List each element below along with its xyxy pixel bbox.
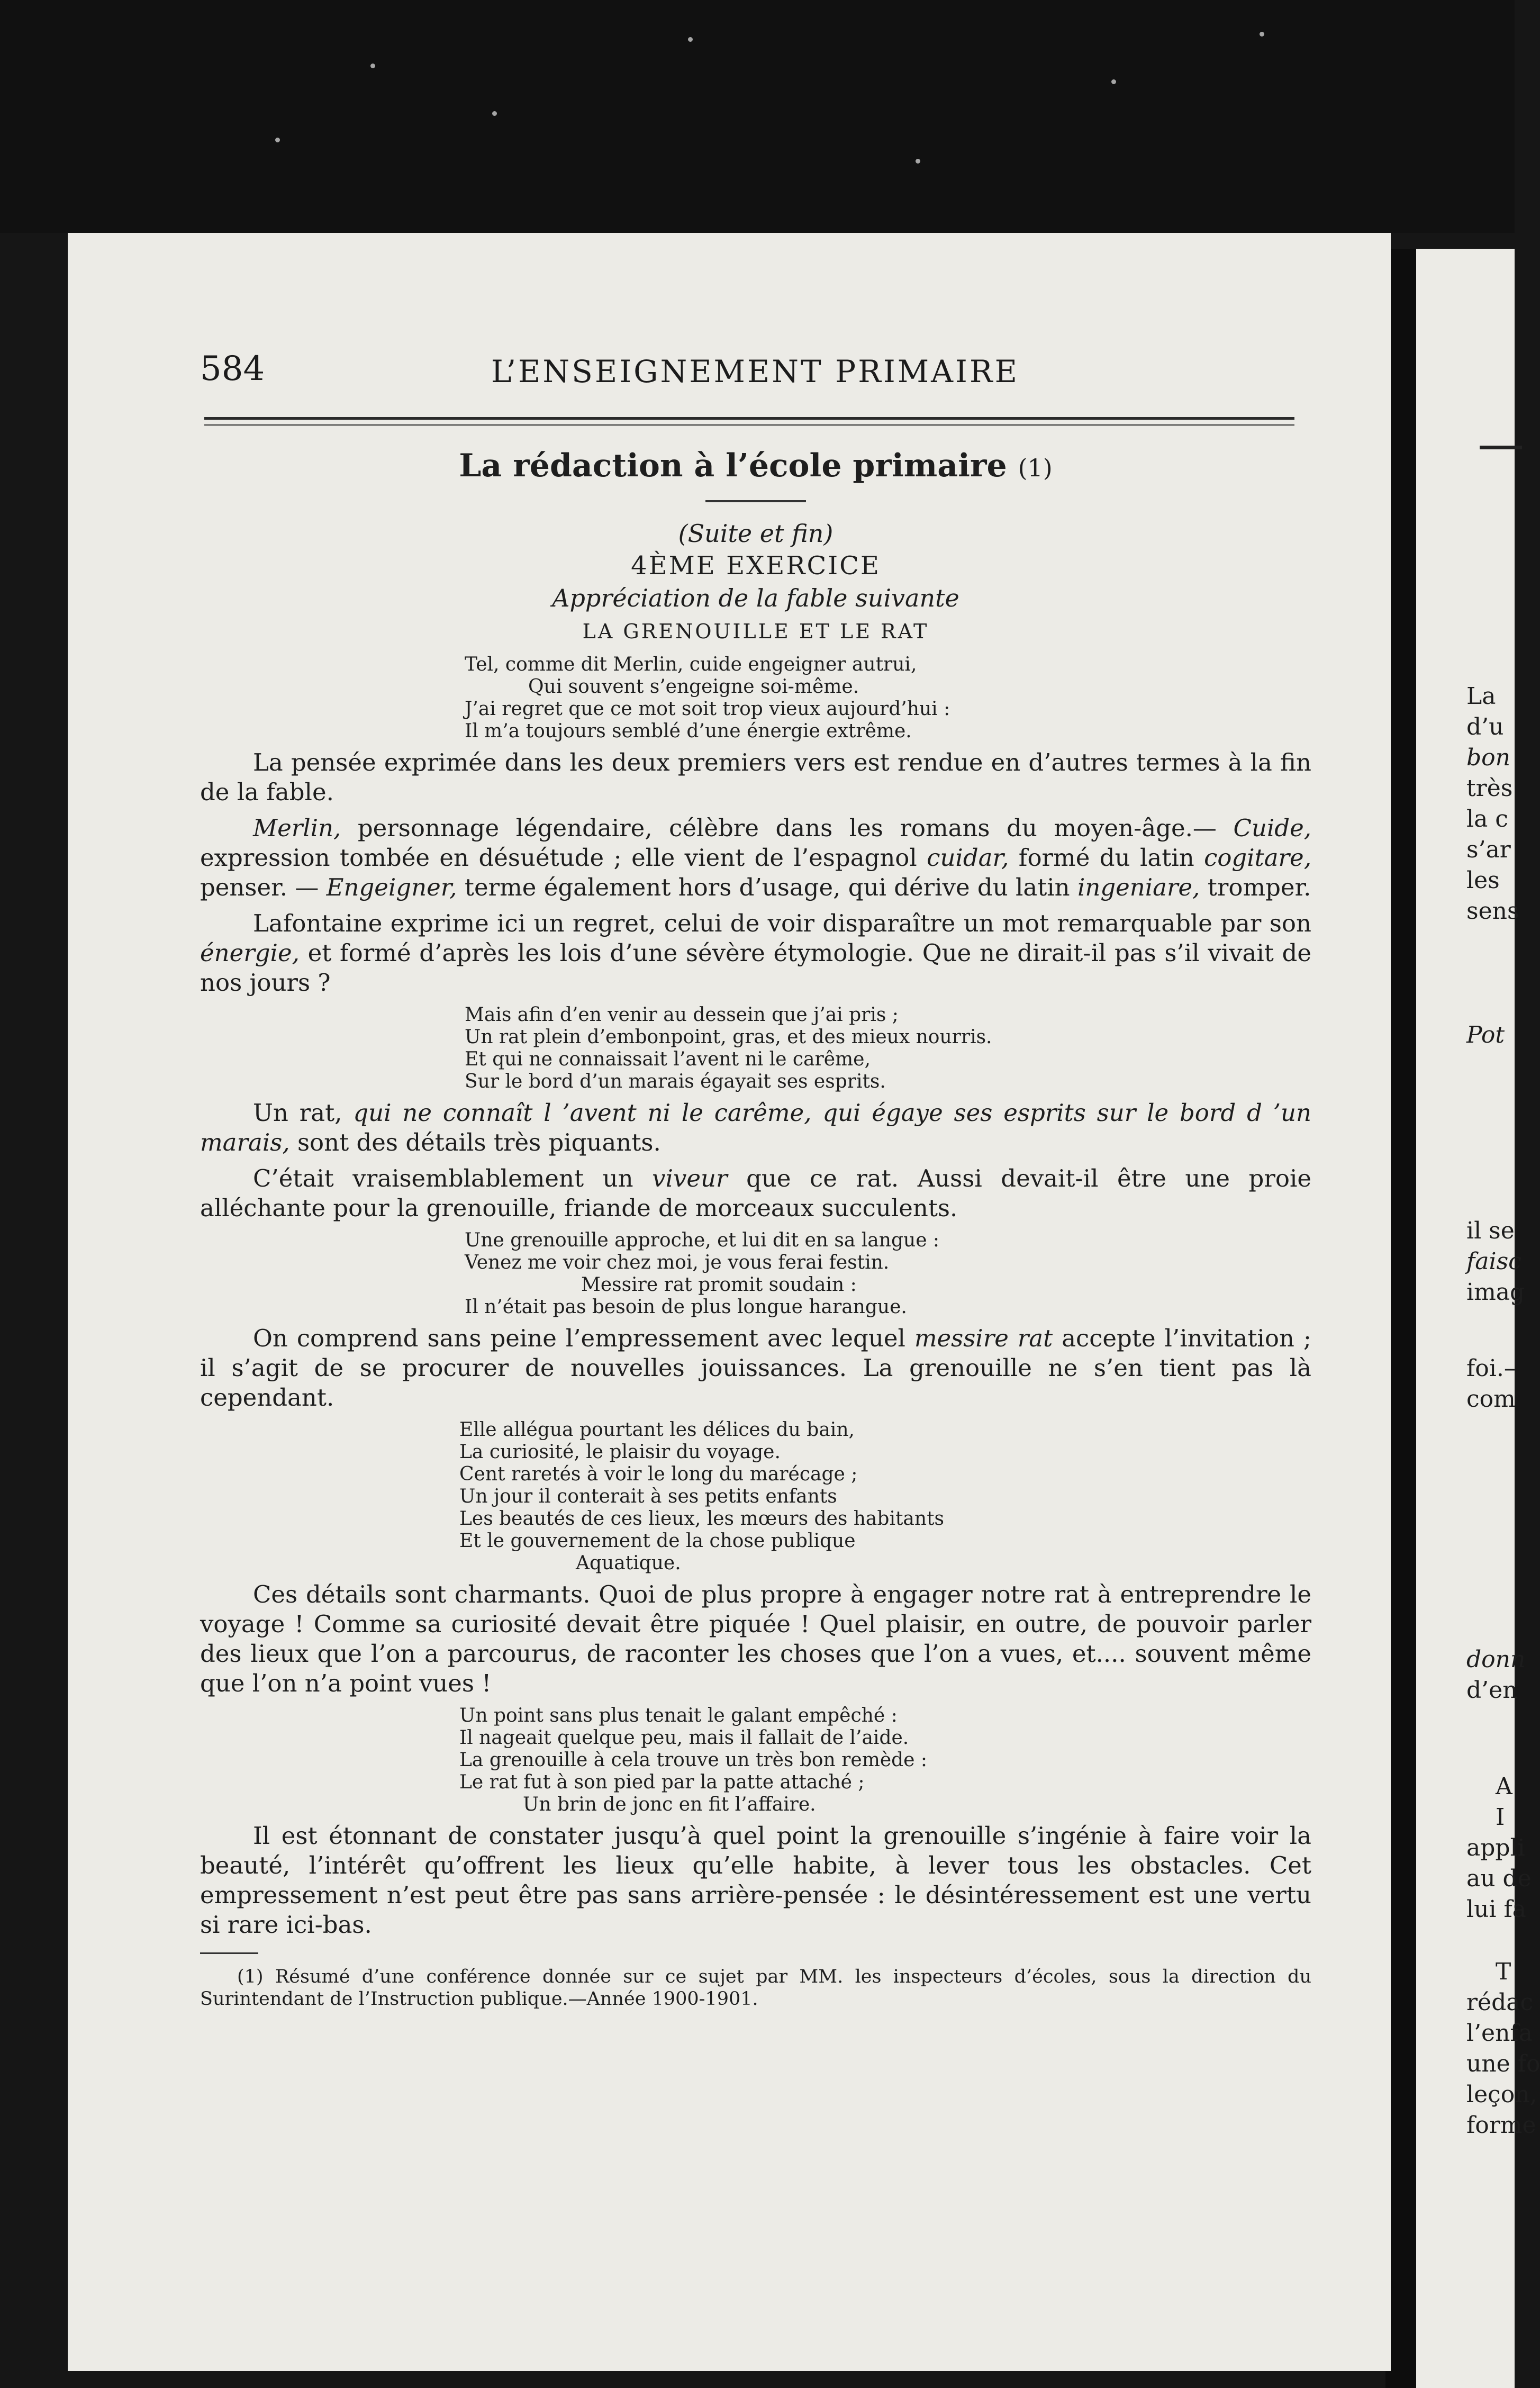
dust-speck — [688, 37, 693, 42]
verse-line: Les beautés de ces lieux, les mœurs des habitants — [459, 1508, 945, 1530]
document-page — [68, 233, 1391, 2371]
facing-text-fragment: les — [1466, 867, 1500, 894]
dust-speck — [275, 138, 280, 142]
facing-text-fragment: il se — [1466, 1217, 1515, 1244]
verse-block — [200, 1004, 1311, 1093]
commentary-paragraph — [200, 1098, 1311, 1157]
italic-term: Engeigner, — [326, 873, 457, 901]
text-run: sont des détails très piquants. — [289, 1128, 661, 1156]
verse-line: Le rat fut à son pied par la patte attaché ; — [459, 1771, 865, 1793]
italic-term: ingeniare, — [1077, 873, 1200, 901]
text-run: et formé d’après les lois d’une sévère étymologie. Que ne dirait-il pas s’il vivait de nos jours ? — [200, 939, 1311, 997]
verse-block — [200, 1419, 1311, 1575]
text-run: C’était vraisemblablement un — [253, 1164, 653, 1192]
verse-line: Il nageait quelque peu, mais il fallait de l’aide. — [459, 1727, 909, 1749]
facing-text-fragment: la c — [1466, 806, 1508, 833]
verse-line: Un point sans plus tenait le galant empêché : — [459, 1705, 898, 1726]
verse-line: Venez me voir chez moi, je vous ferai festin. — [465, 1252, 890, 1273]
facing-text-fragment: T — [1496, 1958, 1511, 1985]
commentary-paragraph — [200, 1324, 1311, 1413]
exercise-description: Appréciation de la fable suivante — [552, 584, 959, 612]
facing-text-fragment: faisc — [1466, 1248, 1521, 1275]
facing-text-fragment: A — [1496, 1773, 1512, 1800]
facing-text-fragment: lui fa — [1466, 1896, 1526, 1923]
facing-text-fragment: Pot — [1466, 1021, 1505, 1048]
text-run: Lafontaine exprime ici un regret, celui de voir disparaître un mot remarquable par son — [253, 909, 1311, 937]
exercise-heading: 4ÈME EXERCICE — [631, 551, 881, 581]
facing-text-fragment: au de — [1466, 1865, 1532, 1892]
facing-text-fragment: d’u — [1466, 713, 1504, 740]
footnote-divider — [200, 1952, 258, 1954]
facing-text-fragment: foi.– — [1466, 1355, 1516, 1382]
verse-line: Elle allégua pourtant les délices du bain, — [459, 1419, 855, 1441]
scanner-background — [0, 0, 1515, 233]
italic-term: énergie, — [200, 939, 300, 967]
verse-line: Qui souvent s’engeigne soi-même. — [528, 676, 859, 698]
verse-line: Un jour il conterait à ses petits enfants — [459, 1486, 837, 1507]
verse-line: Aquatique. — [576, 1552, 681, 1574]
running-title: L’ENSEIGNEMENT PRIMAIRE — [491, 354, 1019, 390]
facing-text-fragment: La — [1466, 683, 1496, 710]
text-run: penser. — — [200, 873, 327, 901]
text-run: terme également hors d’usage, qui dérive du latin — [457, 873, 1077, 901]
text-run: personnage légendaire, célèbre dans les romans du moyen-âge.— — [341, 814, 1234, 842]
verse-line: Et le gouvernement de la chose publique — [459, 1530, 856, 1552]
verse-line: La grenouille à cela trouve un très bon remède : — [459, 1749, 928, 1771]
verse-line: Sur le bord d’un marais égayait ses esprits. — [465, 1071, 886, 1092]
italic-term: viveur — [652, 1164, 728, 1192]
facing-text-fragment: appli — [1466, 1834, 1525, 1861]
article-title-text: La rédaction à l’école primaire — [459, 447, 1007, 484]
italic-term: cogitare, — [1204, 844, 1311, 872]
text-run: formé du latin — [1009, 844, 1204, 872]
verse-line: Il n’était pas besoin de plus longue harangue. — [465, 1296, 907, 1318]
verse-line: Il m’a toujours semblé d’une énergie extrême. — [465, 720, 912, 742]
commentary-paragraph: Ces détails sont charmants. Quoi de plus propre à engager notre rat à entreprendre le voyage ! Comme sa curiosité devait être piquée ! Quel plaisir, en outre, de pouvoir parler des lieux que l’on a parcourus, de raconter les choses que l’on a vues, et.... souvent même que l’on n’a point vues ! — [200, 1580, 1311, 1697]
facing-text-fragment: donn — [1466, 1646, 1526, 1673]
facing-text-fragment: bon — [1466, 744, 1510, 771]
title-divider — [705, 500, 806, 502]
facing-page-rule — [1480, 446, 1522, 449]
commentary-paragraph — [200, 909, 1311, 998]
page-number: 584 — [200, 349, 265, 388]
header-rule-thin — [204, 424, 1294, 426]
facing-text-fragment: une fo — [1466, 2050, 1540, 2077]
fable-title: LA GRENOUILLE ET LE RAT — [582, 620, 929, 643]
italic-term: cuidar, — [927, 844, 1009, 872]
dust-speck — [916, 159, 920, 164]
verse-block — [200, 1705, 1311, 1816]
text-run: Un rat, — [253, 1099, 354, 1127]
dust-speck — [370, 64, 375, 68]
facing-text-fragment: com — [1466, 1386, 1516, 1413]
text-run: tromper. — [1200, 873, 1311, 901]
italic-term: messire rat — [914, 1324, 1053, 1352]
facing-text-fragment: d’en — [1466, 1677, 1518, 1704]
italic-term: Merlin, — [253, 814, 341, 842]
footnote: (1) Résumé d’une conférence donnée sur ce sujet par MM. les inspecteurs d’écoles, sous la direction du Surintendant de l’Instruction publique.—Année 1900-1901. — [200, 1966, 1311, 2010]
article-subtitle: (Suite et fin) — [678, 519, 834, 548]
commentary-paragraph — [200, 1164, 1311, 1223]
text-run: que ce rat. Aussi devait-il être une proie alléchante pour la grenouille, friande de morceaux succulents. — [200, 1164, 1311, 1222]
verse-line: Messire rat promit soudain : — [581, 1274, 857, 1296]
verse-line: J’ai regret que ce mot soit trop vieux aujourd’hui : — [465, 698, 950, 720]
text-run: expression tombée en désuétude ; elle vient de l’espagnol — [200, 844, 927, 872]
italic-term: Cuide, — [1233, 814, 1311, 842]
verse-line: Cent raretés à voir le long du marécage ; — [459, 1463, 858, 1485]
header-rule — [204, 417, 1294, 420]
italic-quote: qui ne connaît l ’avent ni le carême, qui égaye ses esprits sur le bord d ’un marais, — [200, 1099, 1311, 1156]
commentary-paragraph: Il est étonnant de constater jusqu’à quel point la grenouille s’ingénie à faire voir la beauté, l’intérêt qu’offrent les lieux qu’elle habite, à lever tous les obstacles. Cet empressement n’est peut être pas sans arrière-pensée : le désintéressement est une vertu si rare ici-bas. — [200, 1822, 1311, 1939]
facing-text-fragment: forme — [1466, 2112, 1536, 2139]
commentary-paragraph — [200, 813, 1311, 902]
facing-text-fragment: l’enfa — [1466, 2020, 1533, 2047]
page-header — [200, 349, 1364, 392]
facing-text-fragment: rédac — [1466, 1989, 1534, 2016]
commentary-paragraph: La pensée exprimée dans les deux premiers vers est rendue en d’autres termes à la fin de la fable. — [200, 748, 1311, 806]
dust-speck — [1111, 79, 1116, 84]
facing-text-fragment: imag — [1466, 1279, 1525, 1306]
verse-line: Et qui ne connaissait l’avent ni le carême, — [465, 1048, 871, 1070]
article-title — [200, 447, 1311, 484]
footnote-reference: (1) — [1018, 454, 1053, 482]
verse-block — [200, 654, 1311, 743]
verse-line: La curiosité, le plaisir du voyage. — [459, 1441, 781, 1463]
facing-page — [1416, 249, 1540, 2388]
text-run: On comprend sans peine l’empressement avec lequel — [253, 1324, 914, 1352]
verse-line: Un rat plein d’embonpoint, gras, et des mieux nourris. — [465, 1026, 992, 1048]
facing-text-fragment: sens — [1466, 898, 1519, 925]
facing-text-fragment: s’ar — [1466, 836, 1511, 863]
verse-line: Tel, comme dit Merlin, cuide engeigner autrui, — [465, 654, 917, 675]
facing-text-fragment: I — [1496, 1804, 1505, 1831]
article-body — [200, 447, 1311, 2010]
dust-speck — [1260, 32, 1264, 37]
facing-text-fragment: leçon, — [1466, 2081, 1537, 2108]
text-run: accepte l’invitation ; il s’agit de se procurer de nouvelles jouissances. La grenouille ne s’en tient pas là cependant. — [200, 1324, 1312, 1412]
verse-line: Une grenouille approche, et lui dit en sa langue : — [465, 1229, 940, 1251]
verse-line: Mais afin d’en venir au dessein que j’ai pris ; — [465, 1004, 899, 1026]
verse-line: Un brin de jonc en fit l’affaire. — [523, 1794, 816, 1815]
verse-block — [200, 1229, 1311, 1318]
dust-speck — [492, 111, 497, 116]
facing-text-fragment: très — [1466, 775, 1513, 802]
